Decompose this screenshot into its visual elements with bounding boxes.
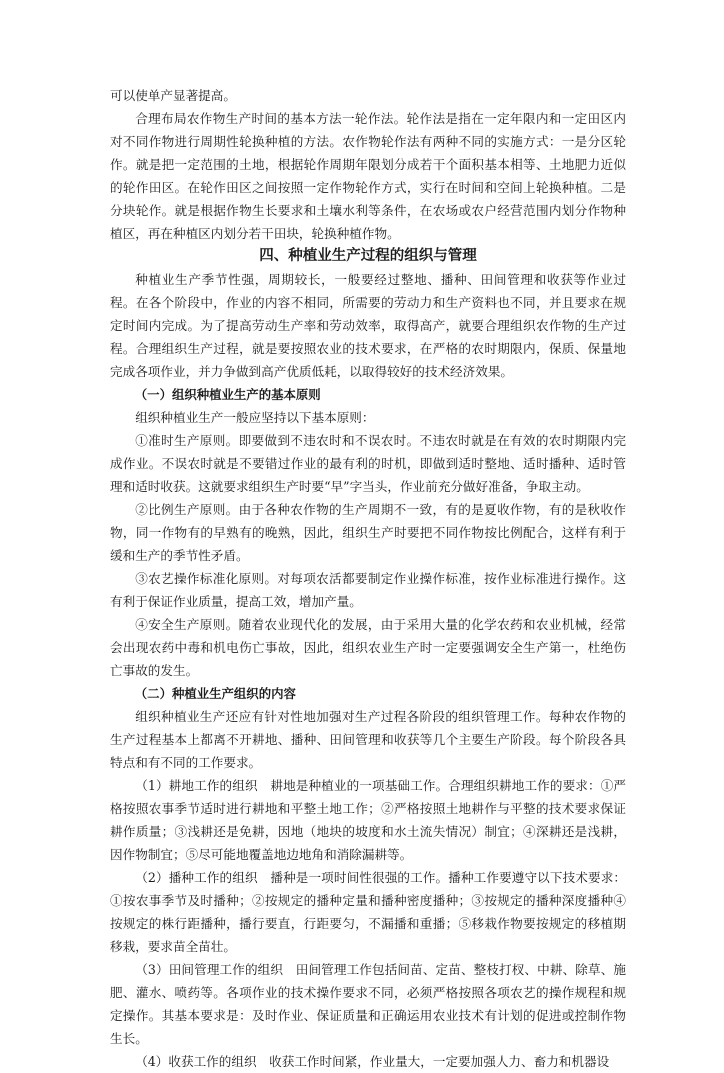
subsection-title-principles: （一）组织种植业生产的基本原则 — [134, 387, 321, 402]
subsection-title-content: （二）种植业生产组织的内容 — [134, 686, 296, 701]
principles-lead: 组织种植业生产一般应坚持以下基本原则： — [135, 410, 375, 425]
document-page — [110, 84, 626, 1073]
principle-item: ④安全生产原则。随着农业现代化的发展，由于采用大量的化学农药和农业机械，经常会出现农药中毒和机电伤亡事故，因此，组织农业生产时一定要强调安全生产第一，杜绝伤亡事故的发生。 — [110, 617, 626, 678]
content-item: （3）田间管理工作的组织 田间管理工作包括间苗、定苗、整枝打杈、中耕、除草、施肥、灌水、喷药等。各项作业的技术操作要求不同，必须严格按照各项农艺的操作规程和规定操作。其基本要求是：及时作业、保证质量和正确运用农业技术有计划的促进或控制作物生长。 — [110, 962, 626, 1046]
paragraph-continuation: 可以使单产显著提高。 — [110, 88, 236, 103]
principle-item: ②比例生产原则。由于各种农作物的生产周期不一致，有的是夏收作物，有的是秋收作物，同一作物有的早熟有的晚熟，因此，组织生产时要把不同作物按比例配合，这样有利于缓和生产的季节性矛盾。 — [110, 502, 626, 563]
section-heading: 四、种植业生产过程的组织与管理 — [259, 248, 477, 264]
content-item: （1）耕地工作的组织 耕地是种植业的一项基础工作。合理组织耕地工作的要求：①严格按照农事季节适时进行耕地和平整土地工作；②严格按照土地耕作与平整的技术要求保证耕作质量；③浅耕还是免耕，因地（地块的坡度和水土流失情况）制宜；④深耕还是浅耕，因作物制宜；⑤尽可能地覆盖地边地角和消除漏耕等。 — [110, 778, 626, 862]
principle-item: ③农艺操作标准化原则。对每项农活都要制定作业操作标准，按作业标准进行操作。这有利于保证作业质量，提高工效，增加产量。 — [110, 571, 626, 609]
content-item: （2）播种工作的组织 播种是一项时间性很强的工作。播种工作要遵守以下技术要求：①按农事季节及时播种；②按规定的播种定量和播种密度播种；③按规定的播种深度播种④按规定的株行距播种，播行要直，行距要匀，不漏播和重播；⑤移栽作物要按规定的移植期移栽，要求苗全苗壮。 — [110, 870, 626, 954]
paragraph-rotation: 合理布局农作物生产时间的基本方法一轮作法。轮作法是指在一定年限内和一定田区内对不同作物进行周期性轮换种植的方法。农作物轮作法有两种不同的实施方式：一是分区轮作。就是把一定范围的土地，根据轮作周期年限划分成若干个面积基本相等、土地肥力近似的轮作田区。在轮作田区之间按照一定作物轮作方式，实行在时间和空间上轮换种植。二是分块轮作。就是根据作物生长要求和土壤水利等条件，在农场或农户经营范围内划分作物种植区，再在种植区内划分若干田块，轮换种植作物。 — [110, 111, 626, 241]
content-item: （4）收获工作的组织 收获工作时间紧，作业量大，一定要加强人力、畜力和机器设 — [135, 1054, 610, 1069]
content-lead: 组织种植业生产还应有针对性地加强对生产过程各阶段的组织管理工作。每种农作物的生产过程基本上都离不开耕地、播种、田间管理和收获等几个主要生产阶段。每个阶段各具特点和有不同的工作要求。 — [110, 709, 626, 770]
principle-item: ①准时生产原则。即要做到不违农时和不误农时。不违农时就是在有效的农时期限内完成作业。不误农时就是不要错过作业的最有利的时机，即做到适时整地、适时播种、适时管理和适时收获。这就要求组织生产时要“早”字当头，作业前充分做好准备，争取主动。 — [110, 433, 626, 494]
section-intro: 种植业生产季节性强，周期较长，一般要经过整地、播种、田间管理和收获等作业过程。在各个阶段中，作业的内容不相同，所需要的劳动力和生产资料也不同，并且要求在规定时间内完成。为了提高劳动生产率和劳动效率，取得高产，就要合理组织农作物的生产过程。合理组织生产过程，就是要按照农业的技术要求，在严格的农时期限内，保质、保量地完成各项作业，并力争做到高产优质低耗，以取得较好的技术经济效果。 — [110, 272, 626, 379]
